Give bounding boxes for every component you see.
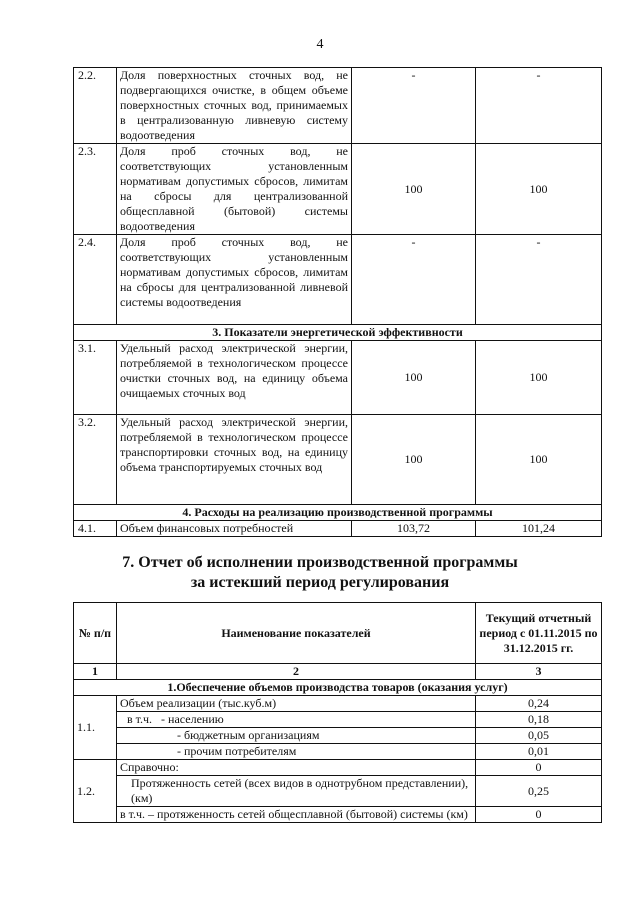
value-cell: 0 xyxy=(476,760,602,776)
value-cell: 0,05 xyxy=(476,728,602,744)
row-number: 2.4. xyxy=(74,235,117,325)
column-header-name: Наименование показателей xyxy=(117,603,476,664)
column-header-number: № п/п xyxy=(74,603,117,664)
page-number: 4 xyxy=(316,37,324,52)
column-index: 2 xyxy=(117,664,476,680)
indicator-name: Доля проб сточных вод, не соответствующих установленным нормативам допустимых сбросов, лимитам на сбросы для централизованной ливневой системы водоотведения xyxy=(117,235,352,325)
row-number: 3.2. xyxy=(74,415,117,505)
indicator-name xyxy=(117,712,476,728)
value-cell: 0,18 xyxy=(476,712,602,728)
value-cell: 100 xyxy=(476,415,602,505)
value-cell: 0,01 xyxy=(476,744,602,760)
indicator-name: Доля проб сточных вод, не соответствующих установленным нормативам допустимых сбросов, лимитам на сбросы для централизованной общесплавной (бытовой) системы водоотведения xyxy=(117,144,352,235)
column-index: 1 xyxy=(74,664,117,680)
heading-line: 7. Отчет об исполнении производственной программы xyxy=(122,554,518,571)
value-cell: 101,24 xyxy=(476,521,602,537)
row-number: 3.1. xyxy=(74,341,117,415)
indicator-name: - прочим потребителям xyxy=(117,744,476,760)
table-row xyxy=(74,776,602,807)
value-cell: - xyxy=(476,235,602,325)
value-cell: 100 xyxy=(476,144,602,235)
table-row xyxy=(74,696,602,712)
value-cell: - xyxy=(352,235,476,325)
indicator-name: Доля поверхностных сточных вод, не подвергающихся очистке, в общем объеме поверхностных сточных вод, принимаемых в централизованную ливневую систему водоотведения xyxy=(117,68,352,144)
section-title: 4. Расходы на реализацию производственной программы xyxy=(74,505,602,521)
table-row xyxy=(74,341,602,415)
value-cell: 0,25 xyxy=(476,776,602,807)
value-cell: 100 xyxy=(476,341,602,415)
value-cell: - xyxy=(476,68,602,144)
table-row xyxy=(74,415,602,505)
table-row xyxy=(74,712,602,728)
value-cell: 100 xyxy=(352,415,476,505)
table-row xyxy=(74,807,602,823)
section-row xyxy=(74,680,602,696)
indicator-name: в т.ч. – протяженность сетей общесплавной (бытовой) системы (км) xyxy=(117,807,476,823)
table-row xyxy=(74,728,602,744)
section-title: 1.Обеспечение объемов производства товаров (оказания услуг) xyxy=(74,680,602,696)
row-number: 2.2. xyxy=(74,68,117,144)
row-number: 1.1. xyxy=(74,696,117,760)
table-row xyxy=(74,144,602,235)
row-number: 2.3. xyxy=(74,144,117,235)
indicators-table xyxy=(73,67,602,537)
indicator-name: Справочно: xyxy=(117,760,476,776)
indicator-text: - населению xyxy=(161,712,224,726)
table-row xyxy=(74,521,602,537)
value-cell: 0,24 xyxy=(476,696,602,712)
table-row xyxy=(74,744,602,760)
table-row xyxy=(74,760,602,776)
row-number: 1.2. xyxy=(74,760,117,823)
index-row xyxy=(74,664,602,680)
indicator-name: Удельный расход электрической энергии, потребляемой в технологическом процессе транспортировки сточных вод, на единицу объема транспортируемых сточных вод xyxy=(117,415,352,505)
indicator-name: Протяженность сетей (всех видов в однотрубном представлении), (км) xyxy=(117,776,476,807)
heading-line: за истекший период регулирования xyxy=(190,574,450,591)
indicator-name: Объем финансовых потребностей xyxy=(117,521,352,537)
table-row xyxy=(74,68,602,144)
table-row xyxy=(74,235,602,325)
section-row xyxy=(74,325,602,341)
section-row xyxy=(74,505,602,521)
header-row xyxy=(74,603,602,664)
value-cell: 100 xyxy=(352,144,476,235)
column-index: 3 xyxy=(476,664,602,680)
indicator-name: Объем реализации (тыс.куб.м) xyxy=(117,696,476,712)
section-heading xyxy=(0,553,640,593)
value-cell: 103,72 xyxy=(352,521,476,537)
value-cell: - xyxy=(352,68,476,144)
column-header-period: Текущий отчетный период с 01.11.2015 по 31.12.2015 гг. xyxy=(476,603,602,664)
indicator-name: - бюджетным организациям xyxy=(117,728,476,744)
prefix-label: в т.ч. xyxy=(127,712,153,726)
report-table xyxy=(73,602,602,823)
value-cell: 0 xyxy=(476,807,602,823)
row-number: 4.1. xyxy=(74,521,117,537)
indicator-name: Удельный расход электрической энергии, потребляемой в технологическом процессе очистки сточных вод, на единицу объема очищаемых сточных вод xyxy=(117,341,352,415)
section-title: 3. Показатели энергетической эффективности xyxy=(74,325,602,341)
value-cell: 100 xyxy=(352,341,476,415)
